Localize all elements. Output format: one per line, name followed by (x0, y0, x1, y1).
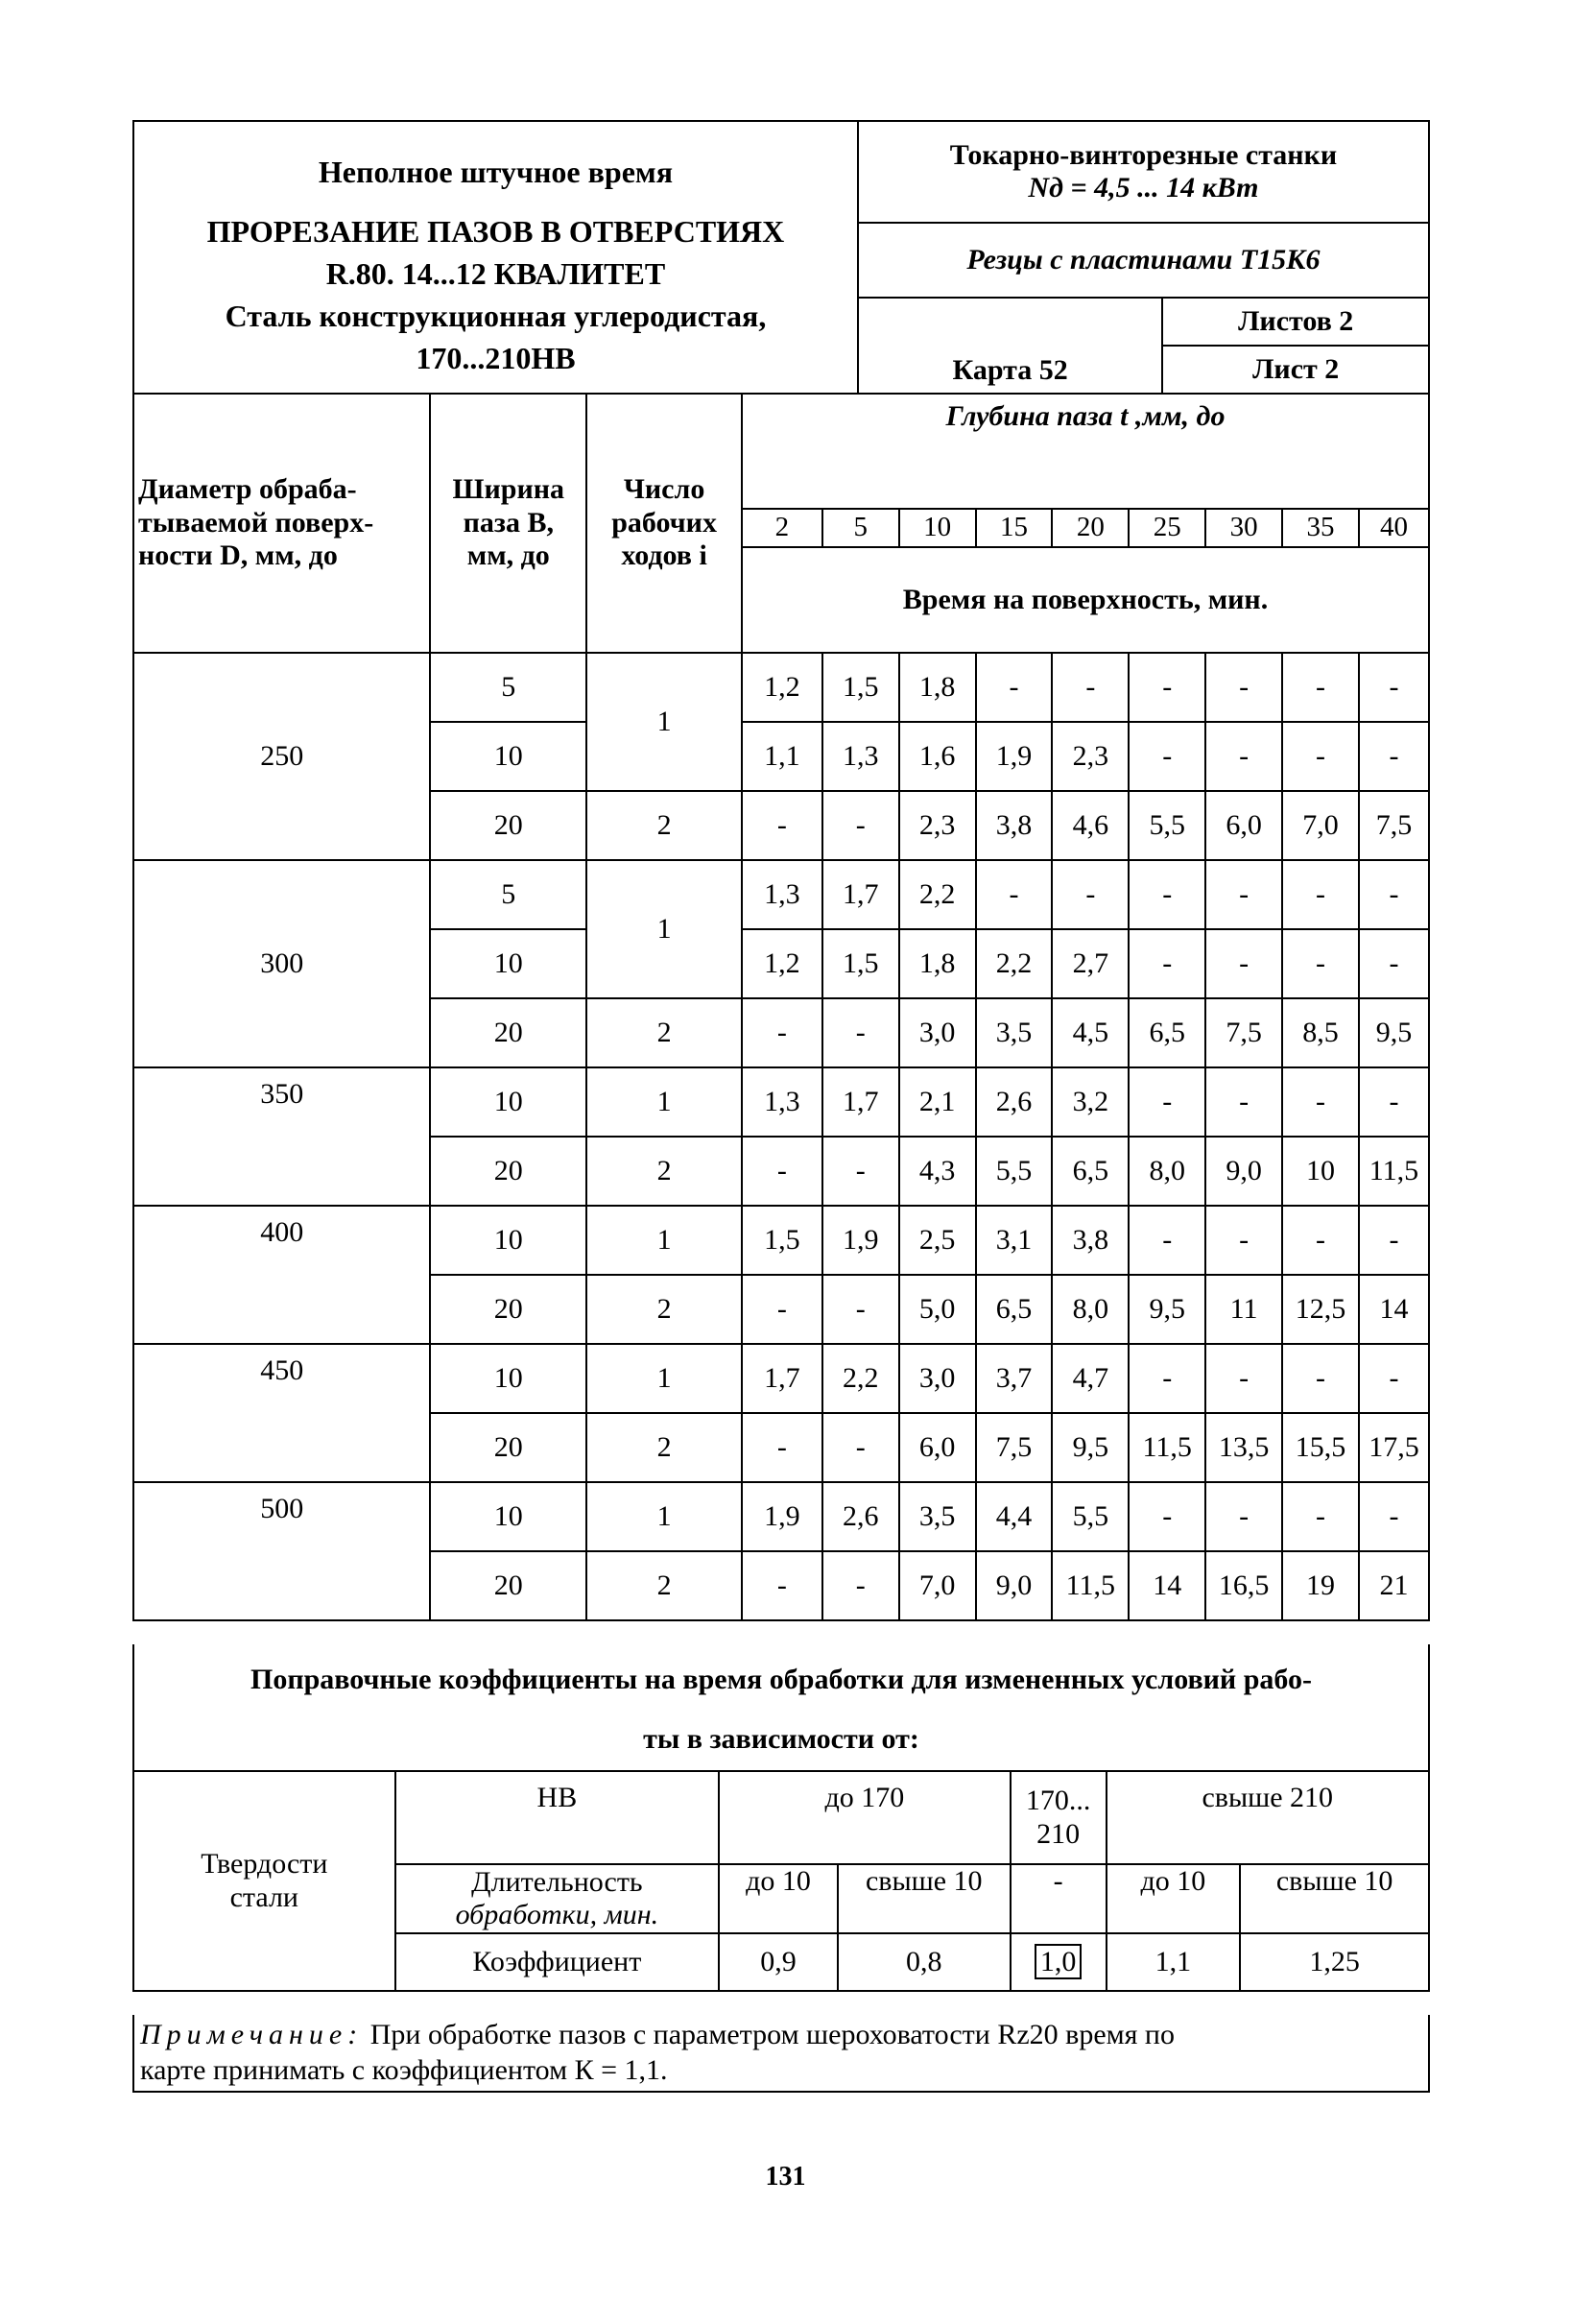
time-value: 13,5 (1205, 1413, 1282, 1482)
passes-cell: 1 (586, 1344, 742, 1413)
time-value: - (1129, 860, 1205, 929)
depth-value: 2 (742, 509, 822, 547)
time-value: 1,7 (822, 860, 899, 929)
coefficient-3-cell (1011, 1933, 1107, 1991)
time-value: - (742, 1551, 822, 1620)
correction-title-line-2: ты в зависимости от: (643, 1722, 919, 1755)
time-value: 1,9 (742, 1482, 822, 1551)
time-value: - (822, 791, 899, 860)
time-value: 1,9 (822, 1206, 899, 1275)
width-cell: 20 (430, 1551, 586, 1620)
width-cell: 20 (430, 791, 586, 860)
coefficient-label: Коэффициент (395, 1933, 720, 1991)
width-header-line: паза B, (463, 506, 554, 539)
correction-title-line-1: Поправочные коэффициенты на время обработки для измененных условий рабо- (250, 1663, 1312, 1695)
time-value: 2,5 (899, 1206, 976, 1275)
time-value: 6,0 (1205, 791, 1282, 860)
time-value: 2,2 (976, 929, 1053, 998)
note-text-1: При обработке пазов с параметром шероховатости Rz20 время по (369, 2019, 1175, 2050)
coefficient-1: 0,9 (719, 1933, 838, 1991)
diameter-cell: 450 (133, 1344, 430, 1482)
time-value: 9,0 (1205, 1137, 1282, 1206)
time-value: - (1205, 1482, 1282, 1551)
time-value: - (1359, 860, 1429, 929)
time-value: 1,2 (742, 929, 822, 998)
depth-value: 40 (1359, 509, 1429, 547)
coefficient-5: 1,25 (1240, 1933, 1429, 1991)
time-value: 4,7 (1052, 1344, 1129, 1413)
time-value: - (742, 1137, 822, 1206)
time-value: - (1282, 653, 1359, 722)
time-value: 5,0 (899, 1275, 976, 1344)
title-line-2: ПРОРЕЗАНИЕ ПАЗОВ В ОТВЕРСТИЯХ (206, 214, 785, 249)
machine-line-2: Nд = 4,5 ... 14 кВт (1028, 172, 1259, 204)
col-header-diameter (133, 394, 430, 653)
time-value: - (822, 1275, 899, 1344)
width-cell: 10 (430, 1482, 586, 1551)
duration-label (395, 1864, 720, 1933)
duration-3: - (1011, 1864, 1107, 1933)
passes-cell: 1 (586, 653, 742, 791)
time-value: - (1282, 1206, 1359, 1275)
time-value: - (742, 998, 822, 1067)
time-value: 3,8 (1052, 1206, 1129, 1275)
time-value: 11,5 (1052, 1551, 1129, 1620)
time-value: 1,1 (742, 722, 822, 791)
width-cell: 10 (430, 1206, 586, 1275)
time-value: - (1205, 1206, 1282, 1275)
passes-cell: 2 (586, 1137, 742, 1206)
time-value: - (822, 1137, 899, 1206)
time-value: 4,6 (1052, 791, 1129, 860)
time-value: 7,0 (899, 1551, 976, 1620)
time-value: 1,8 (899, 653, 976, 722)
time-value: 1,7 (742, 1344, 822, 1413)
passes-cell: 2 (586, 1551, 742, 1620)
time-header: Время на поверхность, мин. (742, 547, 1429, 653)
time-value: - (1359, 653, 1429, 722)
time-value: 7,0 (1282, 791, 1359, 860)
width-cell: 20 (430, 1413, 586, 1482)
time-value: 7,5 (976, 1413, 1053, 1482)
time-value: - (1129, 722, 1205, 791)
title-line-1: Неполное штучное время (318, 155, 673, 189)
time-value: 2,6 (976, 1067, 1053, 1137)
time-value: 3,5 (899, 1482, 976, 1551)
time-value: 6,5 (1052, 1137, 1129, 1206)
coefficient-3: 1,0 (1035, 1944, 1083, 1979)
time-value: 10 (1282, 1137, 1359, 1206)
time-value: - (1205, 653, 1282, 722)
card-number: Карта 52 (858, 298, 1162, 394)
time-value: 4,4 (976, 1482, 1053, 1551)
hardness-label-line: Твердости (201, 1848, 328, 1880)
time-value: - (1205, 929, 1282, 998)
time-value: 2,7 (1052, 929, 1129, 998)
time-value: - (1129, 1482, 1205, 1551)
time-value: - (1129, 653, 1205, 722)
machine-line-1: Токарно-винторезные станки (949, 138, 1338, 171)
time-value: - (976, 860, 1053, 929)
time-value: - (1282, 860, 1359, 929)
time-value: - (1129, 1206, 1205, 1275)
hb-label: НВ (395, 1771, 720, 1864)
width-header-line: Ширина (452, 473, 565, 506)
time-value: - (1205, 722, 1282, 791)
time-value: 1,5 (822, 653, 899, 722)
time-value: 11,5 (1359, 1137, 1429, 1206)
title-line-4: Сталь конструкционная углеродистая, (225, 299, 767, 333)
time-value: 6,5 (1129, 998, 1205, 1067)
time-value: 3,2 (1052, 1067, 1129, 1137)
diameter-cell: 300 (133, 860, 430, 1067)
correction-title (133, 1644, 1429, 1771)
time-value: 1,5 (742, 1206, 822, 1275)
time-value: - (1129, 1067, 1205, 1137)
hb-mid-line: 170... (1025, 1785, 1091, 1816)
time-value: 1,6 (899, 722, 976, 791)
title-line-5: 170...210НВ (416, 341, 576, 375)
time-value: - (1359, 929, 1429, 998)
time-value: 1,3 (742, 860, 822, 929)
time-value: - (1359, 1067, 1429, 1137)
diameter-cell: 400 (133, 1206, 430, 1344)
time-value: - (742, 1413, 822, 1482)
diameter-cell: 500 (133, 1482, 430, 1620)
col-header-width (430, 394, 586, 653)
hb-high: свыше 210 (1107, 1771, 1429, 1864)
title-line-3: R.80. 14...12 КВАЛИТЕТ (325, 256, 666, 291)
time-value: 16,5 (1205, 1551, 1282, 1620)
time-value: - (976, 653, 1053, 722)
card-title (133, 121, 858, 394)
time-value: 2,6 (822, 1482, 899, 1551)
passes-header-line: Число (623, 473, 705, 506)
card-header (132, 120, 1430, 395)
width-cell: 10 (430, 722, 586, 791)
time-value: - (1282, 1482, 1359, 1551)
width-cell: 5 (430, 653, 586, 722)
passes-cell: 2 (586, 1275, 742, 1344)
time-value: 9,5 (1129, 1275, 1205, 1344)
width-cell: 20 (430, 1275, 586, 1344)
time-value: 3,8 (976, 791, 1053, 860)
time-value: 1,9 (976, 722, 1053, 791)
time-value: 15,5 (1282, 1413, 1359, 1482)
hb-mid-line: 210 (1036, 1817, 1081, 1850)
machine-type (858, 121, 1429, 223)
time-value: 3,1 (976, 1206, 1053, 1275)
note-label: Примечание: (140, 2019, 364, 2050)
page-number: 131 (765, 2162, 806, 2192)
time-value: - (1282, 929, 1359, 998)
time-value: 3,5 (976, 998, 1053, 1067)
time-value: - (1052, 860, 1129, 929)
duration-2: свыше 10 (838, 1864, 1011, 1933)
time-value: 6,0 (899, 1413, 976, 1482)
tool-type: Резцы с пластинами Т15К6 (858, 223, 1429, 298)
time-value: 1,8 (899, 929, 976, 998)
time-value: - (1282, 1344, 1359, 1413)
time-value: 3,0 (899, 1344, 976, 1413)
time-value: 8,0 (1129, 1137, 1205, 1206)
diameter-cell: 350 (133, 1067, 430, 1206)
diameter-header-line: ности D, мм, до (138, 539, 338, 572)
width-cell: 20 (430, 1137, 586, 1206)
depth-header: Глубина паза t ,мм, до (742, 394, 1429, 509)
sheet-number: Лист 2 (1162, 346, 1429, 394)
width-cell: 10 (430, 929, 586, 998)
passes-cell: 1 (586, 1067, 742, 1137)
time-value: 11 (1205, 1275, 1282, 1344)
diameter-cell: 250 (133, 653, 430, 860)
table-row (133, 653, 1429, 722)
passes-header-line: ходов i (621, 539, 707, 572)
note-text-2: карте принимать с коэффициентом К = 1,1. (140, 2054, 668, 2086)
passes-cell: 2 (586, 1413, 742, 1482)
time-value: 2,3 (1052, 722, 1129, 791)
time-value: 9,5 (1359, 998, 1429, 1067)
width-cell: 5 (430, 860, 586, 929)
depth-value: 35 (1282, 509, 1359, 547)
time-value: 21 (1359, 1551, 1429, 1620)
time-value: - (1205, 860, 1282, 929)
passes-cell: 2 (586, 998, 742, 1067)
duration-1: до 10 (719, 1864, 838, 1933)
width-header-line: мм, до (466, 539, 550, 572)
time-value: - (1282, 1067, 1359, 1137)
depth-value: 10 (899, 509, 976, 547)
time-value: 11,5 (1129, 1413, 1205, 1482)
time-value: - (1282, 722, 1359, 791)
time-value: 3,7 (976, 1344, 1053, 1413)
time-value: 4,3 (899, 1137, 976, 1206)
time-value: 14 (1359, 1275, 1429, 1344)
time-value: 14 (1129, 1551, 1205, 1620)
hb-low: до 170 (719, 1771, 1010, 1864)
time-value: 12,5 (1282, 1275, 1359, 1344)
time-value: 19 (1282, 1551, 1359, 1620)
width-cell: 10 (430, 1344, 586, 1413)
time-value: - (1205, 1344, 1282, 1413)
passes-cell: 1 (586, 860, 742, 998)
time-value: 2,3 (899, 791, 976, 860)
table-row (133, 1206, 1429, 1275)
time-value: - (742, 1275, 822, 1344)
width-cell: 10 (430, 1067, 586, 1137)
time-value: 5,5 (1052, 1482, 1129, 1551)
time-value: - (822, 998, 899, 1067)
time-value: 5,5 (976, 1137, 1053, 1206)
time-value: - (1359, 1206, 1429, 1275)
col-header-passes (586, 394, 742, 653)
time-table (132, 393, 1430, 1621)
time-value: - (1359, 722, 1429, 791)
time-value: - (1205, 1067, 1282, 1137)
passes-cell: 1 (586, 1482, 742, 1551)
time-value: - (1359, 1344, 1429, 1413)
time-value: 8,5 (1282, 998, 1359, 1067)
time-value: 9,5 (1052, 1413, 1129, 1482)
time-value: 4,5 (1052, 998, 1129, 1067)
passes-cell: 1 (586, 1206, 742, 1275)
time-value: 2,1 (899, 1067, 976, 1137)
coefficient-4: 1,1 (1107, 1933, 1241, 1991)
depth-value: 15 (976, 509, 1053, 547)
time-value: 5,5 (1129, 791, 1205, 860)
table-row (133, 1482, 1429, 1551)
time-value: - (822, 1413, 899, 1482)
width-cell: 20 (430, 998, 586, 1067)
time-value: 7,5 (1359, 791, 1429, 860)
depth-value: 30 (1205, 509, 1282, 547)
time-value: - (1129, 1344, 1205, 1413)
time-value: 6,5 (976, 1275, 1053, 1344)
duration-4: до 10 (1107, 1864, 1241, 1933)
table-row (133, 1067, 1429, 1137)
depth-value: 5 (822, 509, 899, 547)
hb-mid (1011, 1771, 1107, 1864)
time-value: 1,3 (822, 722, 899, 791)
hardness-label-line: стали (229, 1881, 298, 1913)
time-value: 7,5 (1205, 998, 1282, 1067)
table-row (133, 1344, 1429, 1413)
time-value: 2,2 (899, 860, 976, 929)
time-value: - (1359, 1482, 1429, 1551)
duration-label-line: обработки, мин. (455, 1899, 659, 1930)
time-value: 1,3 (742, 1067, 822, 1137)
time-value: 8,0 (1052, 1275, 1129, 1344)
table-body (133, 653, 1429, 1620)
note-line-1 (140, 2017, 1422, 2052)
time-value: - (742, 791, 822, 860)
time-value: 3,0 (899, 998, 976, 1067)
diameter-header-line: Диаметр обраба- (138, 473, 357, 506)
time-value: - (822, 1551, 899, 1620)
time-value: - (1052, 653, 1129, 722)
duration-label-line: Длительность (471, 1865, 643, 1898)
table-row (133, 860, 1429, 929)
time-value: 9,0 (976, 1551, 1053, 1620)
time-value: 1,2 (742, 653, 822, 722)
time-value: - (1129, 929, 1205, 998)
time-value: 2,2 (822, 1344, 899, 1413)
sheets-total: Листов 2 (1162, 298, 1429, 346)
duration-5: свыше 10 (1240, 1864, 1429, 1933)
depth-value: 20 (1052, 509, 1129, 547)
note (132, 2015, 1430, 2093)
passes-header-line: рабочих (611, 506, 717, 539)
hardness-label (133, 1771, 395, 1991)
coefficient-2: 0,8 (838, 1933, 1011, 1991)
passes-cell: 2 (586, 791, 742, 860)
diameter-header-line: тываемой поверх- (138, 506, 374, 539)
depth-value: 25 (1129, 509, 1205, 547)
correction-table (132, 1644, 1430, 1992)
time-value: 1,5 (822, 929, 899, 998)
time-value: 17,5 (1359, 1413, 1429, 1482)
time-value: 1,7 (822, 1067, 899, 1137)
